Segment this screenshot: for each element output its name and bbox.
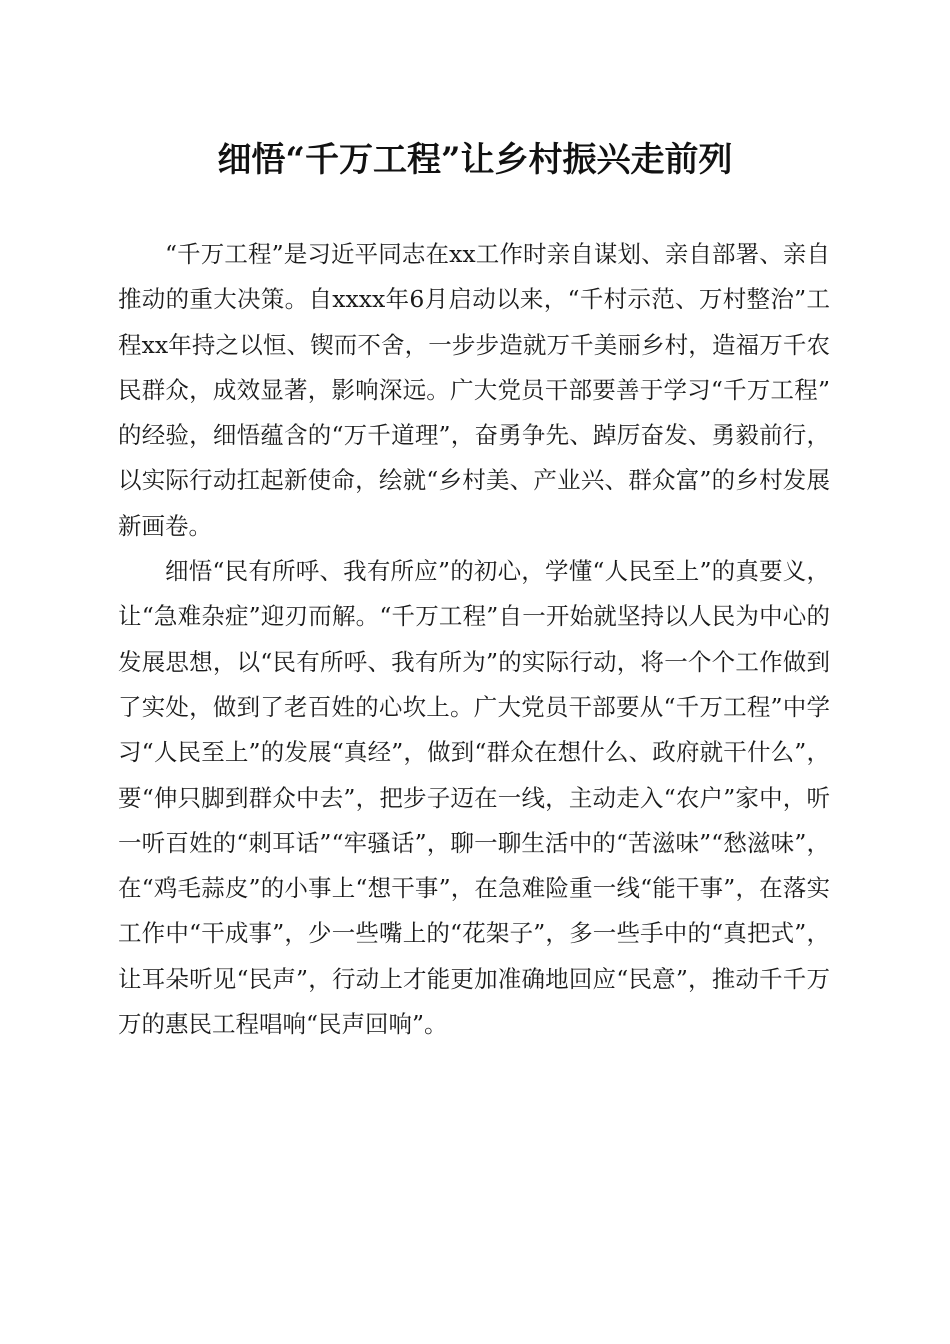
paragraph-intro: “千万工程”是习近平同志在xx工作时亲自谋划、亲自部署、亲自推动的重大决策。自xxxx年6月启动以来，“千村示范、万村整治”工程xx年持之以恒、锲而不舍，一步步造就万千美丽乡村，造福万千农民群众，成效显著，影响深远。广大党员干部要善于学习“千万工程”的经验，细悟蕴含的“万千道理”，奋勇争先、踔厉奋发、勇毅前行，以实际行动扛起新使命，绘就“乡村美、产业兴、群众富”的乡村发展新画卷。	[118, 240, 830, 540]
paragraph-people-first: 细悟“民有所呼、我有所应”的初心，学懂“人民至上”的真要义，让“急难杂症”迎刃而解。“千万工程”自一开始就坚持以人民为中心的发展思想，以“民有所呼、我有所为”的实际行动，将一个个工作做到了实处，做到了老百姓的心坎上。广大党员干部要从“千万工程”中学习“人民至上”的发展“真经”，做到“群众在想什么、政府就干什么”，要“伸只脚到群众中去”，把步子迈在一线，主动走入“农户”家中，听一听百姓的“刺耳话”“牢骚话”，聊一聊生活中的“苦滋味”“愁滋味”，在“鸡毛蒜皮”的小事上“想干事”，在急难险重一线“能干事”，在落实工作中“干成事”，少一些嘴上的“花架子”，多一些手中的“真把式”，让耳朵听见“民声”，行动上才能更加准确地回应“民意”，推动千千万万的惠民工程唱响“民声回响”。	[118, 557, 830, 1039]
document-body	[118, 232, 830, 1047]
document-title: 细悟“千万工程”让乡村振兴走前列	[217, 140, 733, 180]
